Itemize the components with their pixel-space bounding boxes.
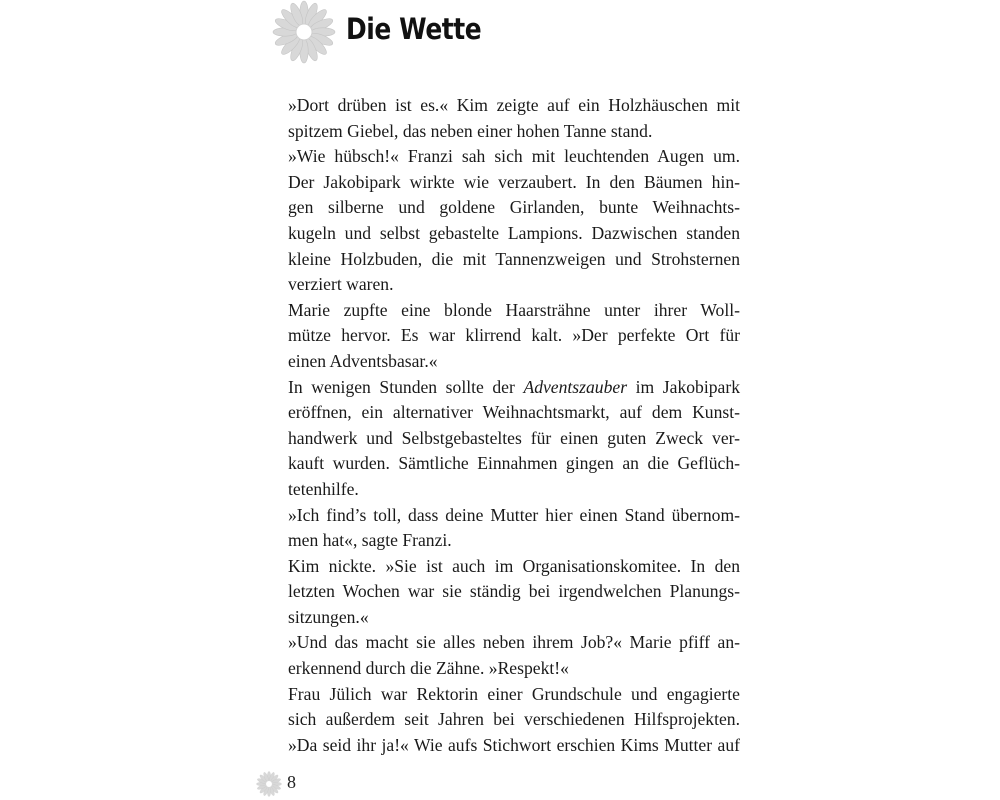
text-line: tetenhilfe. xyxy=(288,478,359,499)
text-line: »Da seid ihr ja!« Wie aufs Stichwort erschien Kims Mutter auf xyxy=(288,734,740,755)
text-line: einen Adventsbasar.« xyxy=(288,350,438,371)
text-line: kleine Holzbuden, die mit Tannenzweigen und Strohsternen xyxy=(288,248,740,269)
text-line: »Wie hübsch!« Franzi sah sich mit leuchtenden Augen um. xyxy=(288,146,740,167)
text-line: »Ich find’s toll, dass deine Mutter hier einen Stand übernom- xyxy=(288,504,740,525)
text-line: eröffnen, ein alternativer Weihnachtsmarkt, auf dem Kunst- xyxy=(288,402,740,423)
page-number: 8 xyxy=(287,772,296,792)
text-line: handwerk und Selbstgebasteltes für einen guten Zweck ver- xyxy=(288,427,740,448)
text-line: sitzungen.« xyxy=(288,606,369,627)
text-line: »Und das macht sie alles neben ihrem Job?« Marie pfiff an- xyxy=(288,632,740,653)
text-line: mütze hervor. Es war klirrend kalt. »Der perfekte Ort für xyxy=(288,325,740,346)
text-line: Marie zupfte eine blonde Haarsträhne unter ihrer Woll- xyxy=(288,299,740,320)
text-line: verziert waren. xyxy=(288,274,394,295)
text-line: kugeln und selbst gebastelte Lampions. Dazwischen standen xyxy=(288,222,740,243)
text-line: Der Jakobipark wirkte wie verzaubert. In den Bäumen hin- xyxy=(288,171,740,192)
emphasized-text: Adventszauber xyxy=(523,376,628,397)
text-line: »Dort drüben ist es.« Kim zeigte auf ein Holzhäuschen mit xyxy=(288,95,740,115)
chapter-title: Die Wette xyxy=(346,12,482,46)
text-line: Frau Jülich war Rektorin einer Grundschule und engagierte xyxy=(288,683,740,704)
text-line: Kim nickte. »Sie ist auch im Organisationskomitee. In den xyxy=(288,555,740,576)
text-line: gen silberne und goldene Girlanden, bunte Weihnachts- xyxy=(288,197,740,218)
text-line: letzten Wochen war sie ständig bei irgendwelchen Planungs- xyxy=(288,581,740,602)
text-line: spitzem Giebel, das neben einer hohen Tanne stand. xyxy=(288,120,653,141)
text-line: kauft wurden. Sämtliche Einnahmen gingen an die Geflüch- xyxy=(288,453,740,474)
text-line: In wenigen Stunden sollte der Adventszauber im Jakobipark xyxy=(288,376,740,397)
text-line: men hat«, sagte Franzi. xyxy=(288,530,452,551)
text-line: erkennend durch die Zähne. »Respekt!« xyxy=(288,658,569,679)
page-flower-icon xyxy=(256,771,282,797)
body-text xyxy=(288,93,740,758)
flower-icon xyxy=(272,0,336,64)
text-line: sich außerdem seit Jahren bei verschiedenen Hilfsprojekten. xyxy=(288,709,740,730)
